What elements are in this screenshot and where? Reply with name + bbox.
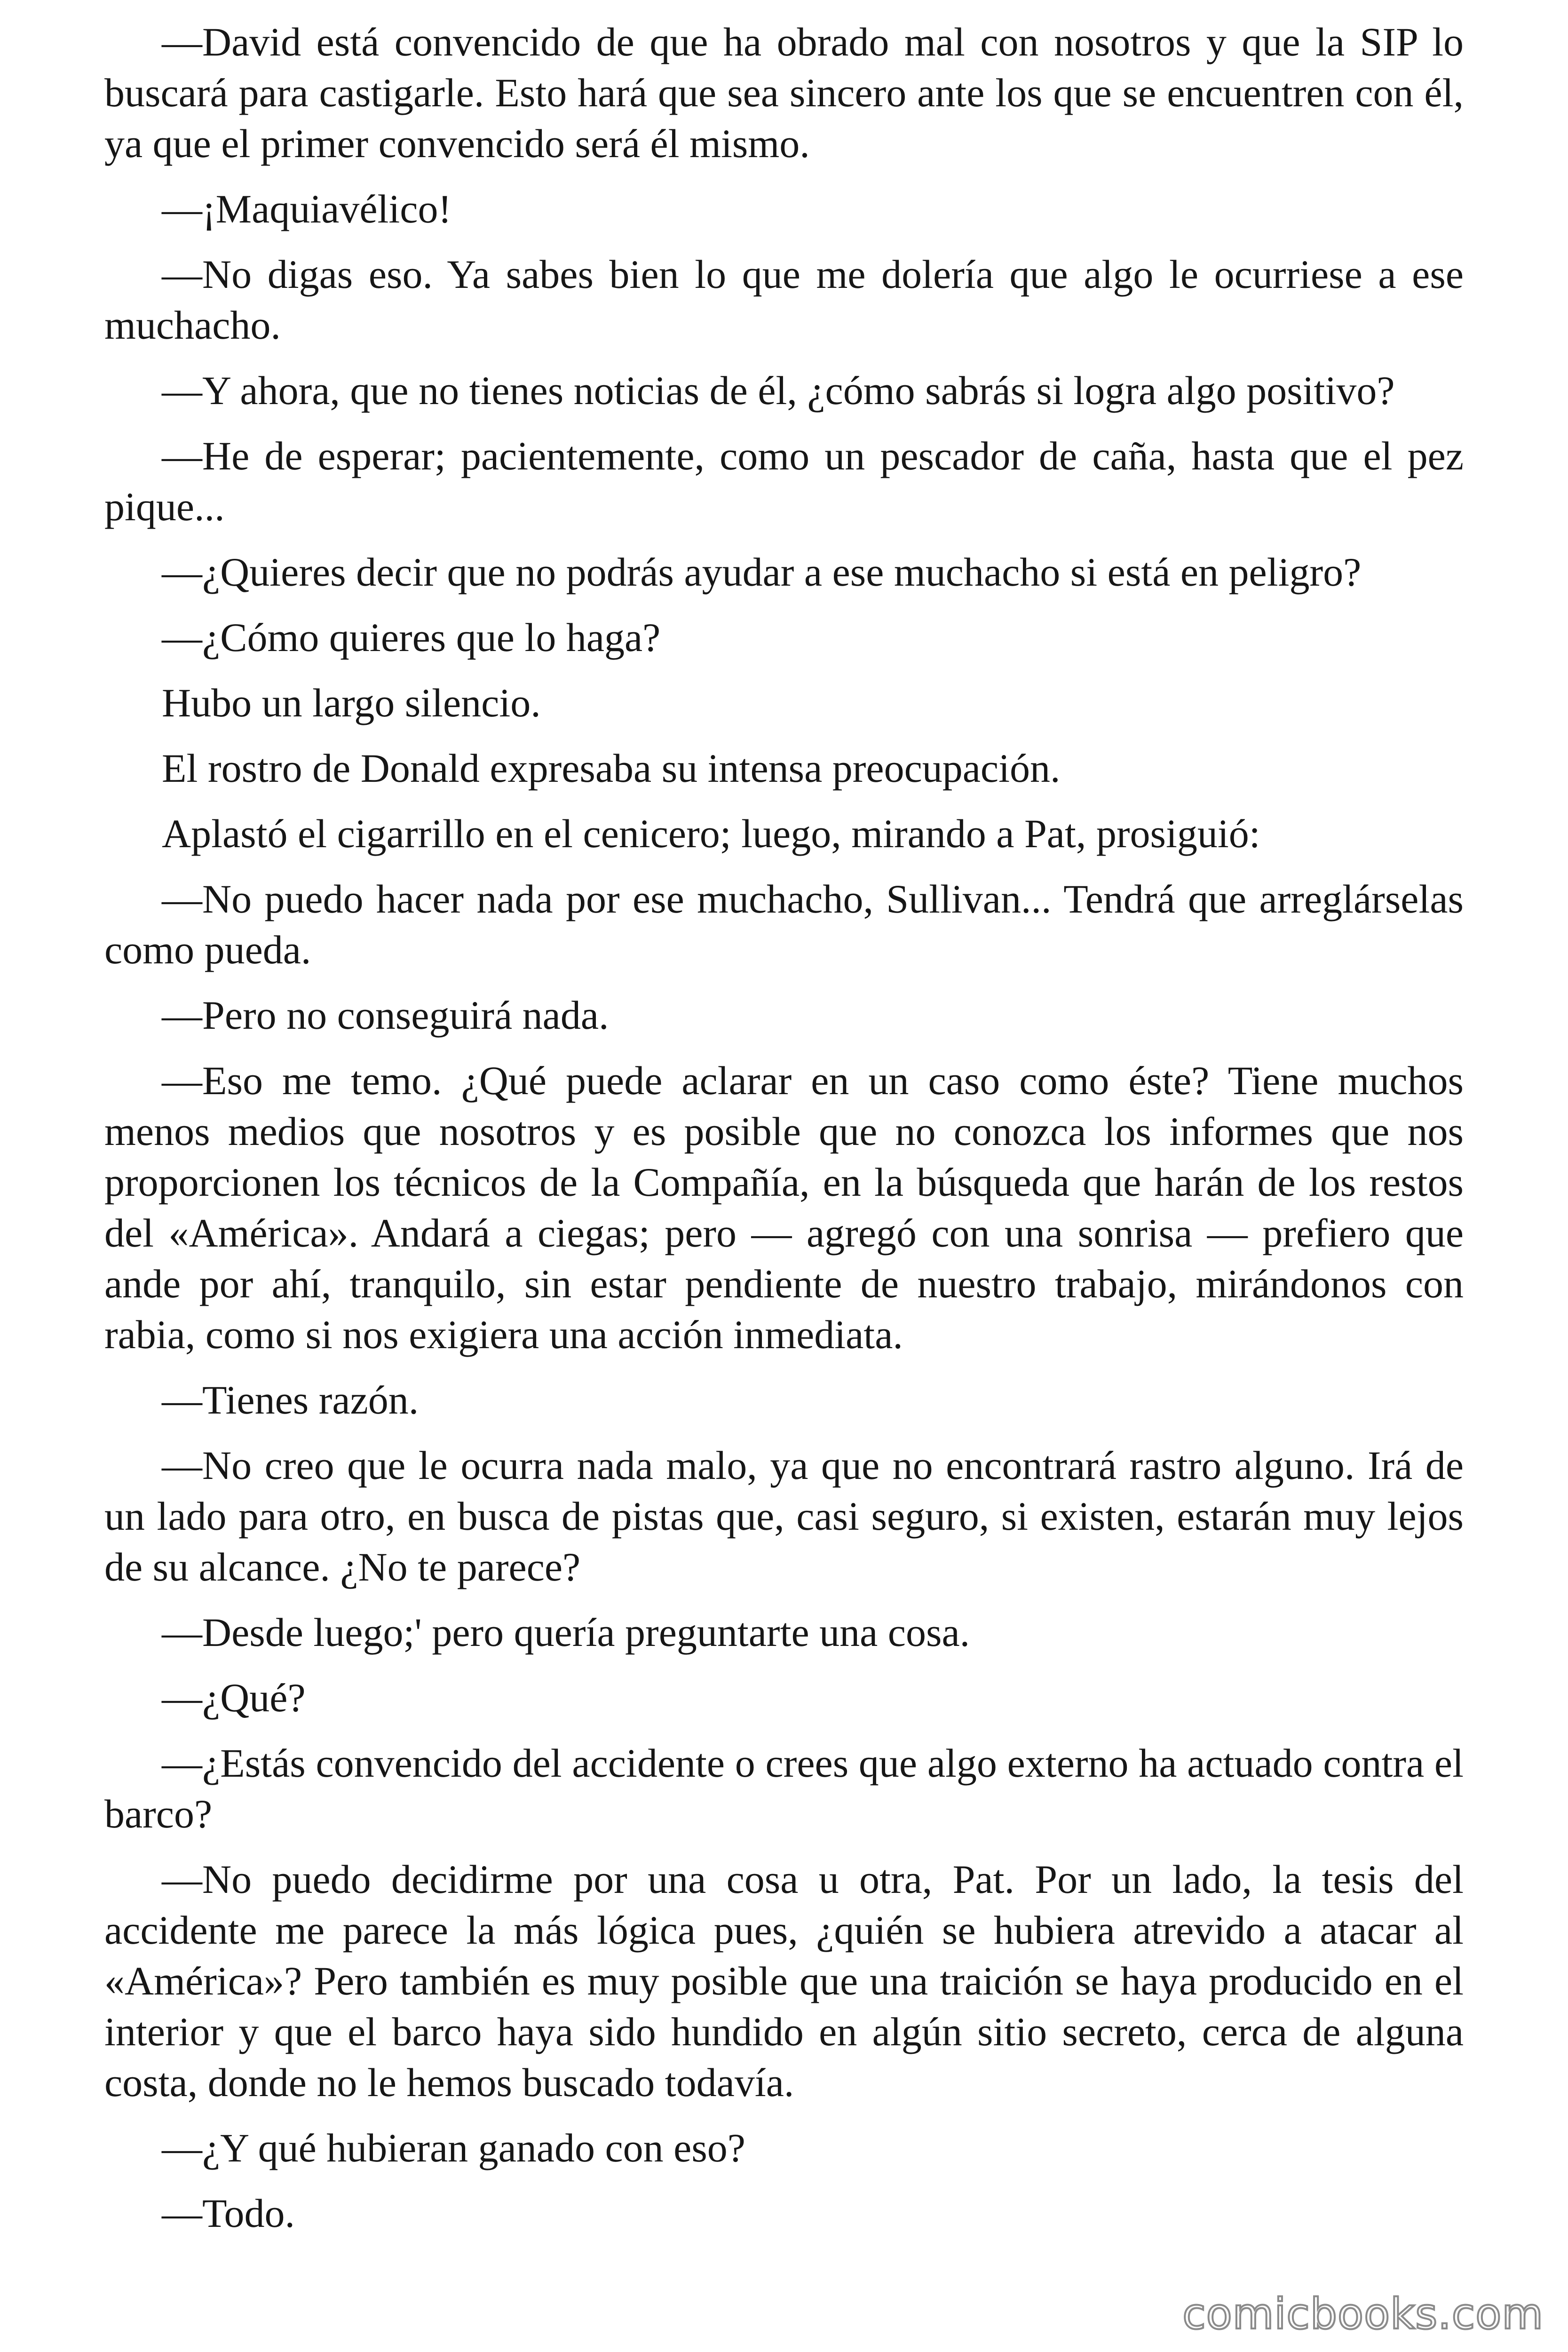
paragraph: —David está convencido de que ha obrado mal con nosotros y que la SIP lo buscará para castigarle. Esto hará que sea sincero ante los que se encuentren con él, ya que el primer convencido será él mismo.	[104, 19, 1464, 166]
paragraph: —¿Quieres decir que no podrás ayudar a ese muchacho si está en peligro?	[162, 549, 1362, 595]
paragraph: Hubo un largo silencio.	[162, 680, 541, 725]
paragraph: —He de esperar; pacientemente, como un pescador de caña, hasta que el pez pique...	[104, 433, 1464, 529]
paragraph: —¿Qué?	[162, 1675, 306, 1720]
page-text	[104, 16, 1464, 2253]
paragraph: —Y ahora, que no tienes noticias de él, ¿cómo sabrás si logra algo positivo?	[162, 368, 1395, 413]
paragraph: —Eso me temo. ¿Qué puede aclarar en un caso como éste? Tiene muchos menos medios que nosotros y es posible que no conozca los informes que nos proporcionen los técnicos de la Compañía, en la búsqueda que harán de los restos del «América». Andará a ciegas; pero — agregó con una sonrisa — prefiero que ande por ahí, tranquilo, sin estar pendiente de nuestro trabajo, mirándonos con rabia, como si nos exigiera una acción inmediata.	[104, 1058, 1464, 1357]
paragraph: —Pero no conseguirá nada.	[162, 993, 609, 1038]
paragraph: —Tienes razón.	[162, 1377, 419, 1422]
paragraph: —Desde luego;' pero quería preguntarte una cosa.	[162, 1610, 970, 1655]
watermark: comicbooks.com	[1182, 2289, 1544, 2339]
paragraph: —¿Cómo quieres que lo haga?	[162, 615, 661, 660]
paragraph: —¿Y qué hubieran ganado con eso?	[162, 2125, 745, 2170]
paragraph: Aplastó el cigarrillo en el cenicero; luego, mirando a Pat, prosiguió:	[162, 811, 1260, 856]
paragraph: —No creo que le ocurra nada malo, ya que no encontrará rastro alguno. Irá de un lado para otro, en busca de pistas que, casi seguro, si existen, estarán muy lejos de su alcance. ¿No te parece?	[104, 1443, 1464, 1589]
paragraph: —No puedo decidirme por una cosa u otra, Pat. Por un lado, la tesis del accidente me parece la más lógica pues, ¿quién se hubiera atrevido a atacar al «América»? Pero también es muy posible que una traición se haya producido en el interior y que el barco haya sido hundido en algún sitio secreto, cerca de alguna costa, donde no le hemos buscado todavía.	[104, 1857, 1464, 2105]
paragraph: —Todo.	[162, 2191, 295, 2236]
paragraph: El rostro de Donald expresaba su intensa preocupación.	[162, 746, 1061, 791]
paragraph: —¡Maquiavélico!	[162, 186, 452, 231]
paragraph: —¿Estás convencido del accidente o crees que algo externo ha actuado contra el barco?	[104, 1740, 1464, 1836]
paragraph: —No puedo hacer nada por ese muchacho, Sullivan... Tendrá que arreglárselas como pueda.	[104, 876, 1464, 972]
paragraph: —No digas eso. Ya sabes bien lo que me dolería que algo le ocurriese a ese muchacho.	[104, 252, 1464, 348]
